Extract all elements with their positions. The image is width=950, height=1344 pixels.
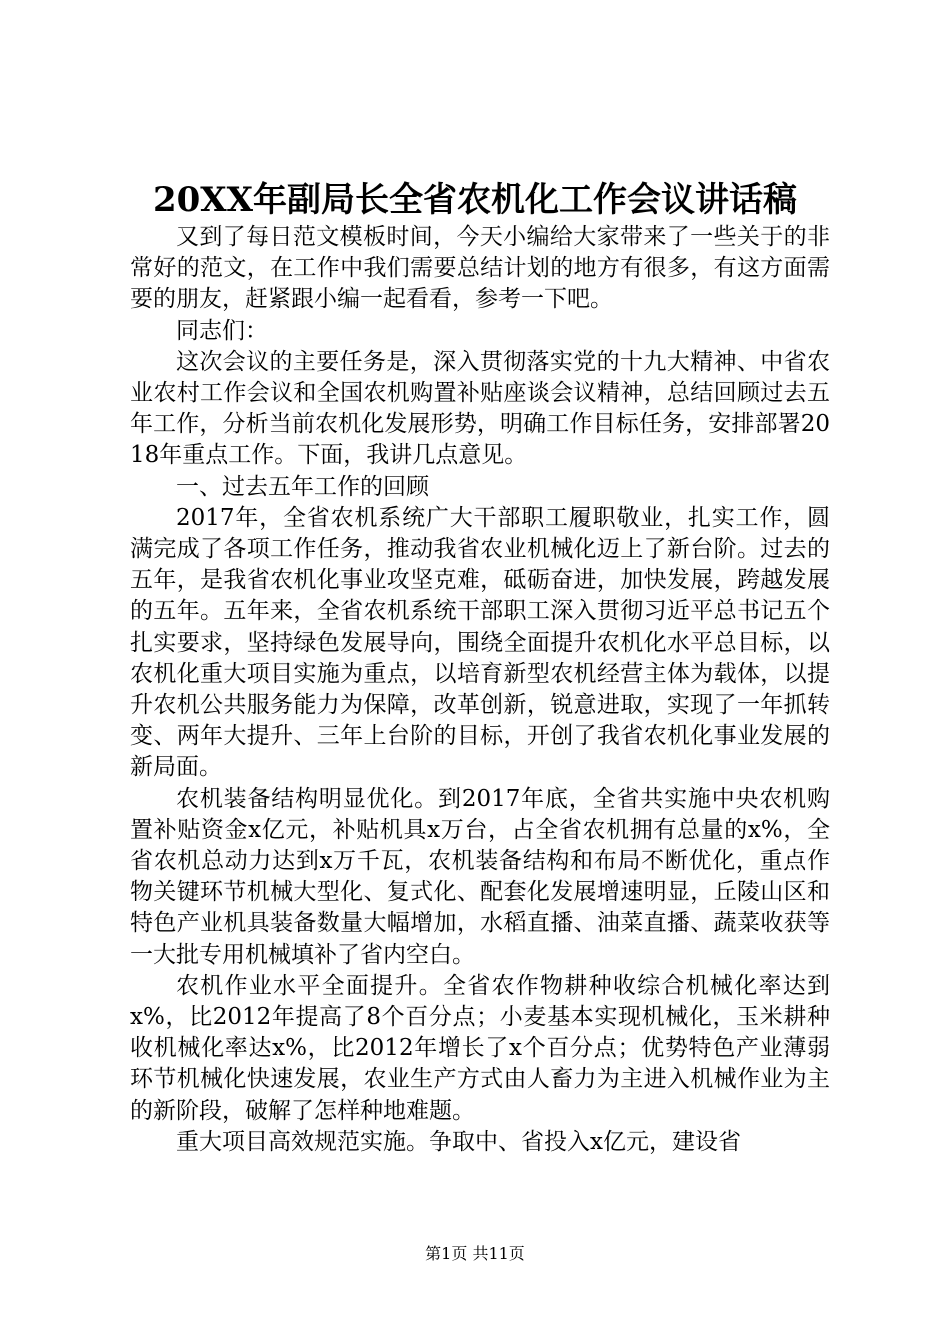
body-paragraph: 2017年，全省农机系统广大干部职工履职敬业，扎实工作，圆满完成了各项工作任务，推动我省农业机械化迈上了新台阶。过去的五年，是我省农机化事业攻坚克难，砥砺奋进，加快发展，跨越发展的五年。五年来，全省农机系统干部职工深入贯彻习近平总书记五个扎实要求，坚持绿色发展导向，围绕全面提升农机化水平总目标，以农机化重大项目实施为重点，以培育新型农机经营主体为载体，以提升农机公共服务能力为保障，改革创新，锐意进取，实现了一年抓转变、两年大提升、三年上台阶的目标，开创了我省农机化事业发展的新局面。	[130, 504, 830, 781]
body-paragraph: 农机作业水平全面提升。全省农作物耕种收综合机械化率达到x%，比2012年提高了8个百分点；小麦基本实现机械化，玉米耕种收机械化率达x%，比2012年增长了x个百分点；优势特色产业薄弱环节机械化快速发展，农业生产方式由人畜力为主进入机械作业为主的新阶段，破解了怎样种地难题。	[130, 972, 830, 1124]
page-footer: 第1页 共11页	[425, 1244, 525, 1263]
document-body	[130, 222, 830, 1158]
document-title: 20XX年副局长全省农机化工作会议讲话稿	[152, 180, 798, 220]
body-paragraph: 重大项目高效规范实施。争取中、省投入x亿元，建设省	[176, 1128, 741, 1155]
body-paragraph: 这次会议的主要任务是，深入贯彻落实党的十九大精神、中省农业农村工作会议和全国农机购置补贴座谈会议精神，总结回顾过去五年工作，分析当前农机化发展形势，明确工作目标任务，安排部署2018年重点工作。下面，我讲几点意见。	[130, 348, 830, 469]
body-paragraph: 农机装备结构明显优化。到2017年底，全省共实施中央农机购置补贴资金x亿元，补贴机具x万台，占全省农机拥有总量的x%，全省农机总动力达到x万千瓦，农机装备结构和布局不断优化，重点作物关键环节机械大型化、复式化、配套化发展增速明显，丘陵山区和特色产业机具装备数量大幅增加，水稻直播、油菜直播、蔬菜收获等一大批专用机械填补了省内空白。	[130, 785, 830, 968]
section-heading: 一、过去五年工作的回顾	[176, 473, 429, 500]
salutation: 同志们：	[176, 317, 268, 344]
intro-paragraph: 又到了每日范文模板时间，今天小编给大家带来了一些关于的非常好的范文，在工作中我们需要总结计划的地方有很多，有这方面需要的朋友，赶紧跟小编一起看看，参考一下吧。	[130, 224, 830, 313]
